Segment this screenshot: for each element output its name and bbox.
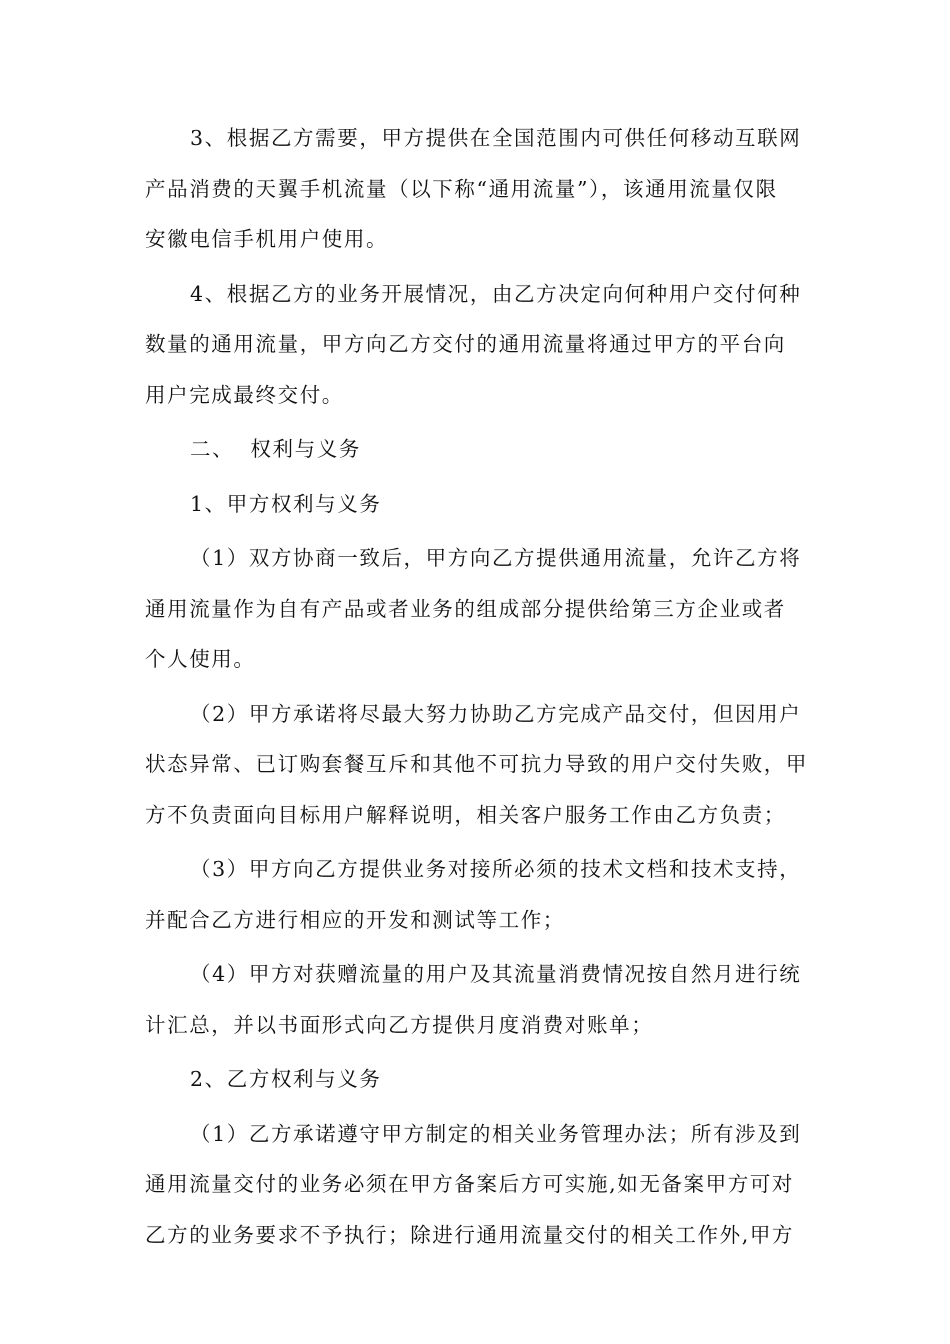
party-b-item-1 [145, 1109, 810, 1261]
section-heading-text: 二、 权利与义务 [190, 437, 361, 461]
text-line: 计汇总，并以书面形式向乙方提供月度消费对账单； [145, 1012, 654, 1037]
text-line: 个人使用。 [145, 647, 256, 671]
section-heading [145, 424, 810, 475]
party-a-item-4 [145, 949, 810, 1050]
text-line: （4）甲方对获赠流量的用户及其流量消费情况按自然月进行统 [190, 962, 802, 986]
text-line: 4、根据乙方的业务开展情况，由乙方决定向何种用户交付何种 [190, 281, 802, 306]
text-line: 通用流量交付的业务必须在甲方备案后方可实施,如无备案甲方可对 [145, 1172, 795, 1196]
text-line: 并配合乙方进行相应的开发和测试等工作； [145, 907, 565, 932]
text-line: 安徽电信手机用户使用。 [145, 227, 389, 251]
party-a-item-2 [145, 689, 810, 841]
text-line: （2）甲方承诺将尽最大努力协助乙方完成产品交付，但因用户 [190, 701, 802, 726]
clause-3-paragraph [145, 113, 810, 265]
text-line: 通用流量作为自有产品或者业务的组成部分提供给第三方企业或者 [145, 596, 786, 621]
document-body [145, 113, 810, 1264]
text-line: 方不负责面向目标用户解释说明，相关客户服务工作由乙方负责； [145, 802, 786, 827]
text-line: 3、根据乙方需要，甲方提供在全国范围内可供任何移动互联网 [190, 126, 802, 150]
text-line: （1）双方协商一致后，甲方向乙方提供通用流量，允许乙方将 [190, 546, 802, 570]
party-a-heading-text: 1、甲方权利与义务 [190, 491, 382, 516]
party-a-heading [145, 479, 810, 530]
party-b-heading-text: 2、乙方权利与义务 [190, 1067, 382, 1091]
party-a-item-3 [145, 844, 810, 945]
text-line: 乙方的业务要求不予执行；除进行通用流量交付的相关工作外,甲方 [145, 1222, 795, 1247]
party-a-item-1 [145, 533, 810, 685]
text-line: 用户完成最终交付。 [145, 382, 344, 407]
text-line: 数量的通用流量，甲方向乙方交付的通用流量将通过甲方的平台向 [145, 332, 786, 356]
party-b-heading [145, 1054, 810, 1105]
text-line: 产品消费的天翼手机流量（以下称“通用流量”），该通用流量仅限 [145, 176, 778, 201]
text-line: （3）甲方向乙方提供业务对接所必须的技术文档和技术支持， [190, 857, 802, 881]
text-line: 状态异常、已订购套餐互斥和其他不可抗力导致的用户交付失败，甲 [145, 752, 808, 776]
clause-4-paragraph [145, 269, 810, 421]
text-line: （1）乙方承诺遵守甲方制定的相关业务管理办法；所有涉及到 [190, 1121, 802, 1146]
